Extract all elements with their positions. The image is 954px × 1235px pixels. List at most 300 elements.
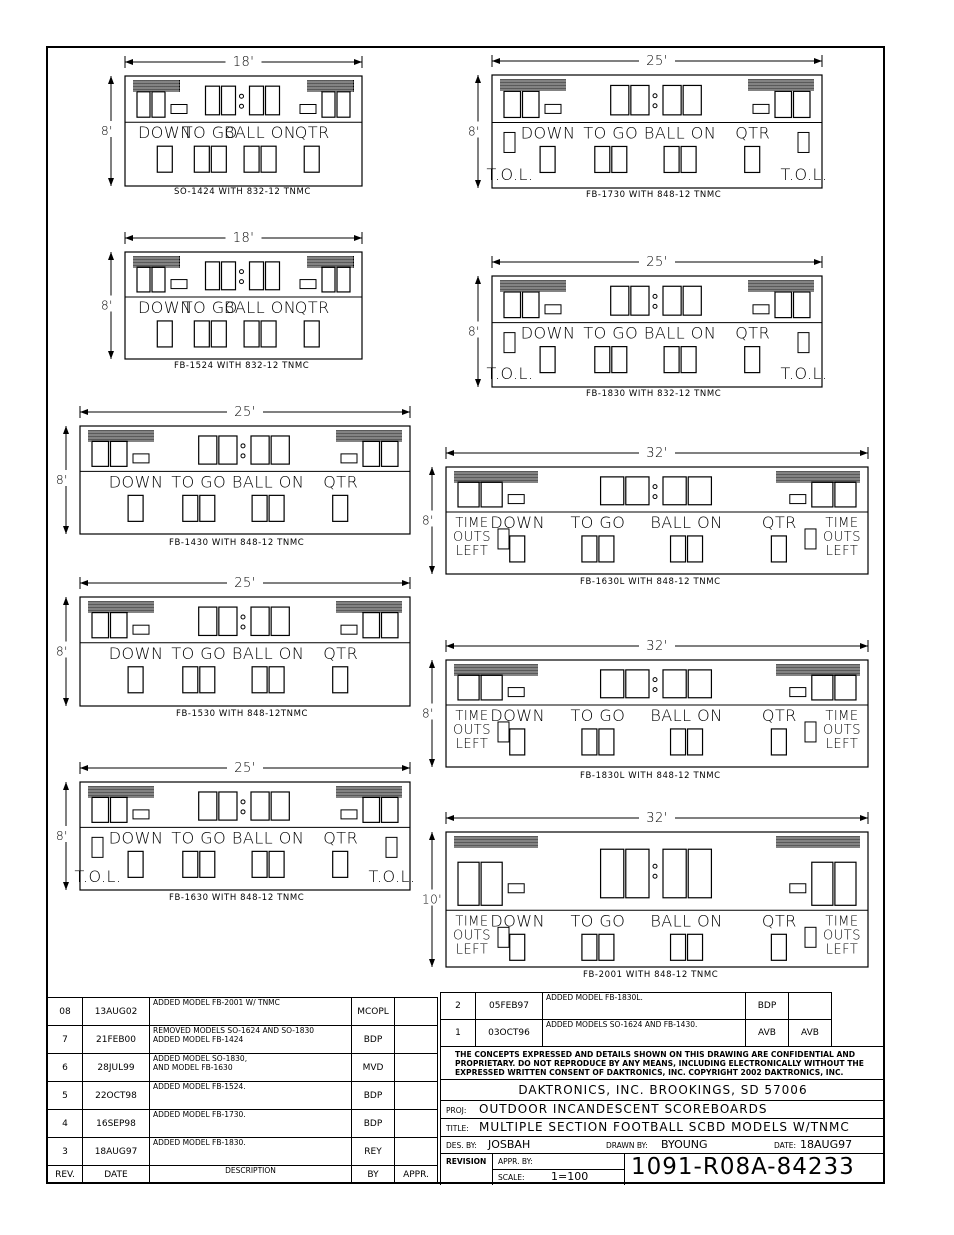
digit <box>582 729 597 755</box>
colon-dot <box>240 104 244 108</box>
revision-description: ADDED MODEL FB-2001 W/ TNMC <box>150 998 352 1026</box>
digit <box>771 934 786 960</box>
digit <box>382 441 399 466</box>
digit <box>671 934 686 960</box>
scoreboard-drawing <box>56 405 410 534</box>
timeouts-label-left: LEFT <box>455 543 489 559</box>
timeouts-label-right: LEFT <box>825 543 859 559</box>
scoreboard-svg <box>468 255 828 387</box>
digit <box>251 792 269 820</box>
revision-row <box>441 1020 832 1047</box>
model-caption: FB-1830 WITH 832-12 TNMC <box>586 389 722 399</box>
colon-dot <box>653 495 657 499</box>
possession-indicator <box>790 884 806 893</box>
digit <box>152 267 165 292</box>
field-label-ball-on: BALL ON <box>650 705 723 725</box>
digit <box>337 92 350 117</box>
tol-label-left: T.O.L. <box>486 165 534 184</box>
scoreboard-drawing <box>56 576 410 706</box>
revision-by: BDP <box>352 1110 395 1138</box>
revision-description: ADDED MODELS SO-1624 AND FB-1430. <box>543 1020 746 1047</box>
possession-indicator <box>133 454 149 463</box>
digit <box>382 613 399 638</box>
tol-label-right: T.O.L. <box>780 165 828 184</box>
revision-table-right <box>440 992 832 1047</box>
revision-by: BDP <box>352 1082 395 1110</box>
field-label-down: DOWN <box>137 123 193 143</box>
possession-indicator <box>753 305 769 314</box>
possession-indicator <box>545 104 561 113</box>
width-dimension: 18' <box>232 231 255 246</box>
digit <box>199 607 217 635</box>
dot-matrix-display <box>336 601 402 613</box>
digit <box>266 86 280 115</box>
field-label-qtr: QTR <box>735 323 771 343</box>
possession-indicator <box>133 625 149 634</box>
digit <box>304 146 319 172</box>
revision-approved: APPR. <box>395 1166 438 1184</box>
digit <box>128 495 143 521</box>
dot-matrix-display <box>748 280 814 292</box>
field-label-qtr: QTR <box>761 911 797 931</box>
digit <box>333 667 348 693</box>
colon-dot <box>241 800 245 804</box>
field-label-qtr: QTR <box>761 705 797 725</box>
height-dimension: 8' <box>468 124 480 139</box>
scale-label: SCALE: <box>498 1173 525 1182</box>
revision-description: ADDED MODEL FB-1830L. <box>543 993 746 1020</box>
digit <box>626 477 649 505</box>
digit <box>211 146 226 172</box>
dot-matrix-display <box>307 80 354 92</box>
digit <box>244 321 259 347</box>
revision-date: 05FEB97 <box>476 993 543 1020</box>
dot-matrix-display <box>776 836 860 848</box>
field-label-to-go: TO GO <box>171 828 227 848</box>
digit <box>599 934 614 960</box>
field-label-to-go: TO GO <box>570 705 626 725</box>
revision-by: BY <box>352 1166 395 1184</box>
tol-label-left: T.O.L. <box>74 867 122 886</box>
scoreboard-svg <box>56 761 416 890</box>
revision-description: ADDED MODEL FB-1730. <box>150 1110 352 1138</box>
colon-dot <box>653 304 657 308</box>
width-dimension: 25' <box>646 255 668 270</box>
scoreboard-svg <box>101 55 362 186</box>
digit <box>111 613 128 638</box>
timeouts-label-right: OUTS <box>823 722 861 738</box>
scoreboard-drawing <box>468 54 828 188</box>
digit <box>322 267 335 292</box>
dot-matrix-display <box>88 601 154 613</box>
colon-dot <box>241 625 245 629</box>
height-dimension: 8' <box>56 473 68 487</box>
revision-date: 03OCT96 <box>476 1020 543 1047</box>
revision-date: DATE <box>83 1166 150 1184</box>
width-dimension: 25' <box>234 576 256 591</box>
digit <box>812 862 833 905</box>
revision-row <box>48 1166 438 1184</box>
field-label-to-go: TO GO <box>182 123 238 143</box>
model-caption: FB-2001 WITH 848-12 TNMC <box>583 970 719 980</box>
model-caption: FB-1630L WITH 848-12 TNMC <box>580 577 721 587</box>
digit <box>812 675 833 700</box>
revision-approved <box>395 1110 438 1138</box>
digit <box>835 675 856 700</box>
digit <box>611 286 629 315</box>
digit <box>504 91 521 117</box>
revision-row <box>48 998 438 1026</box>
possession-indicator <box>508 884 524 893</box>
project-name: OUTDOOR INCANDESCENT SCOREBOARDS <box>479 1102 768 1116</box>
proj-label: PROJ: <box>446 1106 467 1115</box>
digit <box>183 667 198 693</box>
digit <box>626 670 649 698</box>
timeouts-label-left: OUTS <box>453 529 491 545</box>
revision-row <box>48 1026 438 1054</box>
field-label-ball-on: BALL ON <box>223 297 297 317</box>
field-label-ball-on: BALL ON <box>223 123 297 143</box>
model-caption: SO-1424 WITH 832-12 TNMC <box>174 187 311 197</box>
digit <box>688 670 711 698</box>
revision-row <box>48 1082 438 1110</box>
height-dimension: 8' <box>468 324 480 339</box>
digit <box>523 292 540 318</box>
digit <box>269 495 284 521</box>
digit <box>458 675 479 700</box>
colon-dot <box>240 280 244 284</box>
field-label-down: DOWN <box>490 705 546 725</box>
digit <box>250 86 264 115</box>
digit <box>481 675 502 700</box>
tol-indicator <box>504 333 515 353</box>
width-dimension: 32' <box>646 811 668 826</box>
model-caption: FB-1830L WITH 848-12 TNMC <box>580 771 721 781</box>
digit <box>523 91 540 117</box>
company-name: DAKTRONICS, INC. BROOKINGS, SD 57006 <box>441 1079 885 1101</box>
possession-indicator <box>171 280 187 289</box>
possession-indicator <box>753 104 769 113</box>
digit <box>681 146 696 172</box>
digit <box>601 477 624 505</box>
digit <box>183 495 198 521</box>
digit <box>631 286 649 315</box>
digit <box>835 482 856 507</box>
possession-indicator <box>508 688 524 697</box>
digit <box>200 667 215 693</box>
digit <box>222 86 236 115</box>
height-dimension: 8' <box>56 829 68 843</box>
possession-indicator <box>341 810 357 819</box>
digit <box>510 536 525 562</box>
possession-indicator <box>508 495 524 504</box>
revision-by: AVB <box>746 1020 789 1047</box>
digit <box>244 146 259 172</box>
revision-number: 1 <box>441 1020 476 1047</box>
revision-by: MCOPL <box>352 998 395 1026</box>
digit <box>363 441 380 466</box>
digit <box>251 607 269 635</box>
digit <box>211 321 226 347</box>
scoreboard-drawing <box>422 446 868 574</box>
digit <box>194 321 209 347</box>
digit <box>269 851 284 877</box>
timeouts-indicator <box>805 927 816 947</box>
dot-matrix-display <box>88 786 154 798</box>
digit <box>775 292 792 318</box>
title-block <box>440 1046 885 1185</box>
digit <box>333 851 348 877</box>
field-label-down: DOWN <box>137 297 193 317</box>
digit <box>219 792 237 820</box>
digit <box>612 146 627 172</box>
colon-dot <box>241 810 245 814</box>
revision-approved: AVB <box>789 1020 832 1047</box>
digit <box>337 267 350 292</box>
colon-dot <box>653 688 657 692</box>
digit <box>688 729 703 755</box>
timeouts-label-right: LEFT <box>825 942 859 958</box>
timeouts-label-left: LEFT <box>455 942 489 958</box>
digit <box>128 851 143 877</box>
scoreboard-svg <box>468 54 828 188</box>
possession-indicator <box>171 104 187 113</box>
colon-dot <box>653 104 657 108</box>
field-label-qtr: QTR <box>323 828 359 848</box>
drawn-label: DRAWN BY: <box>606 1141 648 1150</box>
digit <box>601 670 624 698</box>
digit <box>322 92 335 117</box>
digit <box>382 797 399 822</box>
model-caption: FB-1430 WITH 848-12 TNMC <box>169 538 305 548</box>
tol-indicator <box>798 333 809 353</box>
field-label-down: DOWN <box>108 643 164 663</box>
possession-indicator <box>300 280 316 289</box>
possession-indicator <box>133 810 149 819</box>
digit <box>688 536 703 562</box>
field-label-to-go: TO GO <box>583 123 639 143</box>
digit <box>611 85 629 114</box>
digit <box>663 286 681 315</box>
drawing-date: 18AUG97 <box>800 1138 853 1151</box>
digit <box>194 146 209 172</box>
revision-by: BDP <box>746 993 789 1020</box>
tol-label-right: T.O.L. <box>780 364 828 383</box>
digit <box>252 667 267 693</box>
width-dimension: 32' <box>646 446 668 461</box>
digit <box>222 262 236 290</box>
width-dimension: 25' <box>234 405 256 420</box>
digit <box>206 86 220 115</box>
timeouts-label-left: LEFT <box>455 736 489 752</box>
digit <box>664 146 679 172</box>
field-label-to-go: TO GO <box>570 911 626 931</box>
field-label-qtr: QTR <box>735 123 771 143</box>
revision-description: ADDED MODEL FB-1830. <box>150 1138 352 1166</box>
tol-indicator <box>504 132 515 152</box>
revision-by: MVD <box>352 1054 395 1082</box>
field-label-down: DOWN <box>490 911 546 931</box>
digit <box>683 286 701 315</box>
revision-approved <box>395 1026 438 1054</box>
revision-date: 13AUG02 <box>83 998 150 1026</box>
colon-dot <box>653 294 657 298</box>
digit <box>595 146 610 172</box>
timeouts-indicator <box>805 722 816 742</box>
timeouts-label-right: TIME <box>825 708 859 724</box>
revision-number: 2 <box>441 993 476 1020</box>
width-dimension: 25' <box>234 761 256 776</box>
digit <box>745 146 760 172</box>
date-label: DATE: <box>774 1141 797 1150</box>
digit <box>794 91 811 117</box>
field-label-ball-on: BALL ON <box>231 643 305 663</box>
digit <box>152 92 165 117</box>
digit <box>599 729 614 755</box>
digit <box>504 292 521 318</box>
drawing-number: 1091-R08A-84233 <box>631 1154 855 1180</box>
digit <box>775 91 792 117</box>
possession-indicator <box>341 625 357 634</box>
revision-by: BDP <box>352 1026 395 1054</box>
tol-indicator <box>92 837 103 857</box>
colon-dot <box>653 485 657 489</box>
revision-description: ADDED MODEL SO-1830, AND MODEL FB-1630 <box>150 1054 352 1082</box>
digit <box>200 851 215 877</box>
field-label-down: DOWN <box>108 828 164 848</box>
digit <box>137 267 150 292</box>
timeouts-label-left: TIME <box>455 914 489 930</box>
revision-description: REMOVED MODELS SO-1624 AND SO-1830 ADDED MODEL FB-1424 <box>150 1026 352 1054</box>
digit <box>688 477 711 505</box>
digit <box>183 851 198 877</box>
field-label-ball-on: BALL ON <box>643 123 717 143</box>
digit <box>631 85 649 114</box>
dot-matrix-display <box>133 80 180 92</box>
timeouts-label-left: OUTS <box>453 722 491 738</box>
field-label-down: DOWN <box>520 123 576 143</box>
digit <box>663 477 686 505</box>
field-label-qtr: QTR <box>761 512 797 532</box>
colon-dot <box>241 454 245 458</box>
tol-label-right: T.O.L. <box>368 867 416 886</box>
dot-matrix-display <box>454 471 538 483</box>
scoreboard-svg <box>422 446 868 574</box>
digit <box>252 495 267 521</box>
timeouts-label-right: TIME <box>825 515 859 531</box>
digit <box>251 436 269 464</box>
field-label-ball-on: BALL ON <box>650 911 723 931</box>
digit <box>271 607 289 635</box>
field-label-qtr: QTR <box>323 472 359 492</box>
timeouts-label-left: OUTS <box>453 928 491 944</box>
designer: JOSBAH <box>488 1138 531 1151</box>
digit <box>219 436 237 464</box>
field-label-ball-on: BALL ON <box>643 323 717 343</box>
digit <box>137 92 150 117</box>
digit <box>663 85 681 114</box>
drawn-by: BYOUNG <box>661 1138 708 1151</box>
confidential-notice: THE CONCEPTS EXPRESSED AND DETAILS SHOWN ON THIS DRAWING ARE CONFIDENTIAL AND PROPRIETARY. DO NOT REPRODUCE BY ANY MEANS, INCLUDING ELECTRONICALLY WITHOUT THE EXPRESSED WRITTEN CONSENT OF DAKTRONICS, INC. COPYRIGHT 2002 DAKTRONICS, INC. <box>455 1050 864 1077</box>
revision-table-left <box>47 997 438 1184</box>
field-label-to-go: TO GO <box>182 297 238 317</box>
scoreboard-svg <box>422 639 868 767</box>
digit <box>681 347 696 373</box>
timeouts-label-right: OUTS <box>823 928 861 944</box>
digit <box>540 347 555 373</box>
digit <box>671 536 686 562</box>
digit <box>271 792 289 820</box>
timeouts-label-left: TIME <box>455 515 489 531</box>
scoreboard-drawing <box>101 55 362 186</box>
revision-number: 6 <box>48 1054 83 1082</box>
field-label-down: DOWN <box>520 323 576 343</box>
digit <box>363 797 380 822</box>
height-dimension: 8' <box>101 124 113 138</box>
digit <box>199 792 217 820</box>
revision-date: 21FEB00 <box>83 1026 150 1054</box>
digit <box>481 862 502 905</box>
digit <box>771 729 786 755</box>
possession-indicator <box>545 305 561 314</box>
dot-matrix-display <box>500 280 566 292</box>
revision-row <box>48 1138 438 1166</box>
colon-dot <box>241 615 245 619</box>
digit <box>688 934 703 960</box>
field-label-ball-on: BALL ON <box>650 512 723 532</box>
revision-date: 22OCT98 <box>83 1082 150 1110</box>
tol-label-left: T.O.L. <box>486 364 534 383</box>
revision-number: 5 <box>48 1082 83 1110</box>
digit <box>481 482 502 507</box>
field-label-ball-on: BALL ON <box>231 828 305 848</box>
digit <box>219 607 237 635</box>
revision-by: REY <box>352 1138 395 1166</box>
digit <box>510 729 525 755</box>
digit <box>771 536 786 562</box>
revision-approved <box>395 1054 438 1082</box>
revision-number: 08 <box>48 998 83 1026</box>
timeouts-label-left: TIME <box>455 708 489 724</box>
revision-approved <box>395 1138 438 1166</box>
revision-description: ADDED MODEL FB-1524. <box>150 1082 352 1110</box>
dot-matrix-display <box>454 664 538 676</box>
field-label-to-go: TO GO <box>570 512 626 532</box>
scoreboard-drawing <box>56 761 416 890</box>
field-label-ball-on: BALL ON <box>231 472 305 492</box>
revision-row <box>441 993 832 1020</box>
digit <box>663 670 686 698</box>
digit <box>304 321 319 347</box>
revision-label: REVISION <box>446 1157 487 1166</box>
digit <box>250 262 264 290</box>
digit <box>128 667 143 693</box>
tol-indicator <box>386 837 397 857</box>
model-caption: FB-1524 WITH 832-12 TNMC <box>174 361 310 371</box>
possession-indicator <box>300 104 316 113</box>
digit <box>540 146 555 172</box>
revision-approved <box>395 1082 438 1110</box>
colon-dot <box>240 94 244 98</box>
digit <box>200 495 215 521</box>
digit <box>664 347 679 373</box>
revision-approved <box>395 998 438 1026</box>
timeouts-label-right: TIME <box>825 914 859 930</box>
digit <box>199 436 217 464</box>
possession-indicator <box>790 495 806 504</box>
scoreboard-drawing <box>101 231 362 359</box>
height-dimension: 8' <box>422 513 434 528</box>
